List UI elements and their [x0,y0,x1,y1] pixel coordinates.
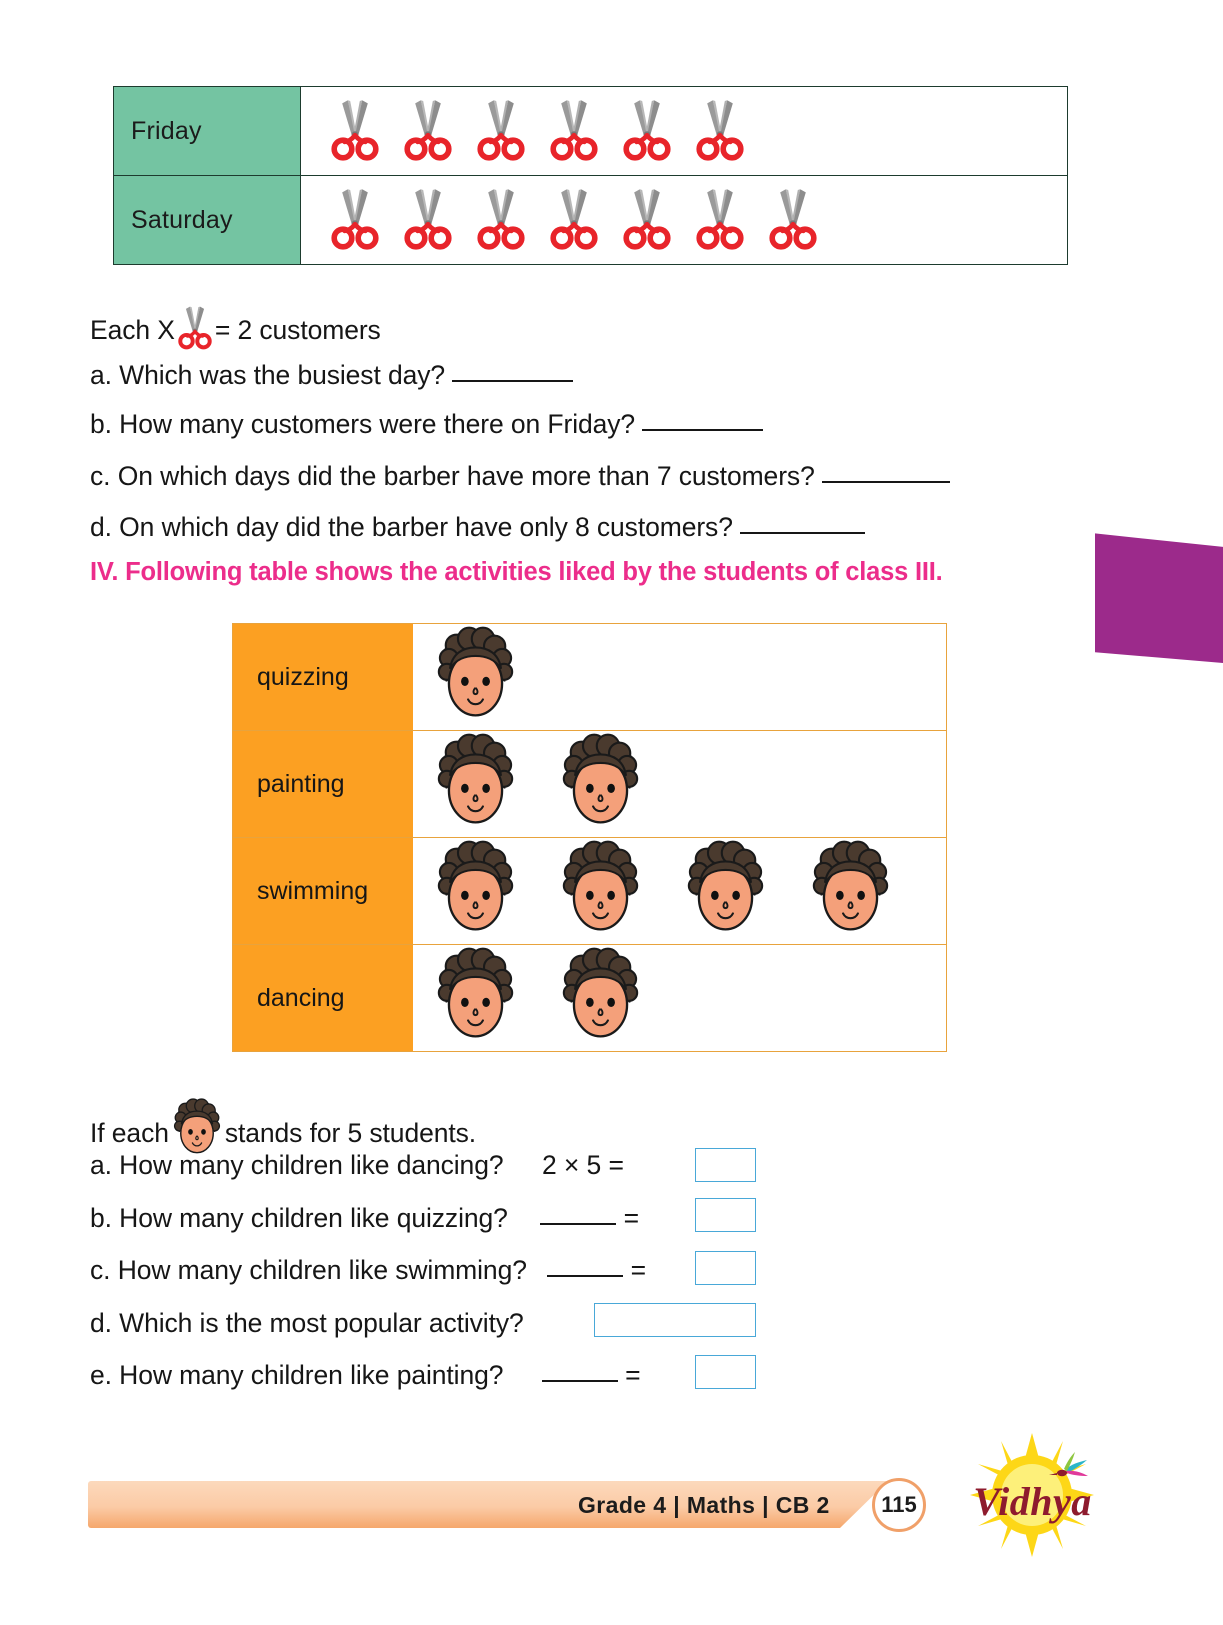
question-label: e. [90,1360,112,1390]
child-face-icon [433,733,518,836]
question-c-set2 [90,1255,646,1286]
scissors-icon [404,95,452,168]
question-label: c. [90,461,111,491]
activities-pictograph-table [232,623,947,1052]
scissors-icon [331,184,379,257]
question-label: c. [90,1255,111,1285]
legend-prefix: Each X [90,315,175,345]
activity-label-cell: painting [233,731,413,837]
day-label-cell: Saturday [114,176,301,264]
barber-customers-pictograph-table [113,86,1068,265]
scissors-icon [477,95,525,168]
question-a-set1 [90,360,573,391]
answer-blank[interactable] [740,532,865,534]
question-label: a. [90,360,112,390]
scissor-icons-cell-friday [301,87,1067,175]
table-row [233,624,946,731]
answer-box-d[interactable] [594,1303,756,1337]
equals-sign: = [623,1203,639,1233]
child-face-icon [558,840,643,943]
table-row [114,176,1067,264]
face-icons-cell-swimming [413,838,946,944]
question-text: Which was the busiest day? [119,360,446,390]
logo-wordmark: Vidhya [973,1479,1092,1524]
table-row [233,731,946,838]
scissors-icon [550,95,598,168]
question-text: How many children like painting? [119,1360,504,1390]
question-label: b. [90,409,112,439]
activity-label-cell: dancing [233,945,413,1051]
legend2-suffix: stands for 5 students. [224,1118,477,1148]
answer-box-c[interactable] [695,1251,756,1285]
question-c-set1 [90,461,950,492]
legend2-prefix: If each [90,1118,169,1148]
question-text: How many children like dancing? [119,1150,504,1180]
scissors-legend [90,303,381,358]
purple-side-tab [1095,528,1223,663]
question-text: On which days did the barber have more than 7 customers? [117,461,815,491]
page-number-badge: 115 [872,1478,926,1532]
activity-label-cell: quizzing [233,624,413,730]
equals-sign: = [625,1360,641,1390]
question-e-set2 [90,1360,641,1391]
question-expression: 2 × 5 [542,1150,602,1180]
question-a-set2 [90,1150,624,1181]
answer-box-e[interactable] [695,1355,756,1389]
question-text: How many children like quizzing? [119,1203,508,1233]
section-heading-iv: IV. Following table shows the activities liked by the students of class III. [90,558,943,586]
child-face-icon [433,626,518,729]
face-icons-cell-dancing [413,945,946,1051]
scissors-icon [404,184,452,257]
legend-suffix: = 2 customers [214,315,381,345]
scissors-icon [477,184,525,257]
scissor-icons-cell-saturday [301,176,1067,264]
question-d-set1 [90,512,865,543]
day-label-cell: Friday [114,87,301,175]
answer-blank[interactable] [452,380,573,382]
question-text: How many customers were there on Friday? [119,409,636,439]
child-face-icon [558,947,643,1050]
answer-blank[interactable] [642,429,763,431]
answer-blank[interactable] [540,1223,616,1225]
child-face-icon [558,733,643,836]
scissors-icon [178,303,212,358]
question-b-set1 [90,409,763,440]
question-b-set2 [90,1203,639,1234]
scissors-icon [696,184,744,257]
table-row [233,945,946,1051]
question-label: a. [90,1150,112,1180]
answer-blank[interactable] [542,1380,618,1382]
answer-box-b[interactable] [695,1198,756,1232]
footer-label: Grade 4 | Maths | CB 2 [578,1492,830,1518]
question-text: Which is the most popular activity? [119,1308,524,1338]
table-row [114,87,1067,176]
child-face-icon [683,840,768,943]
question-label: d. [90,512,112,542]
scissors-icon [331,95,379,168]
scissors-icon [550,184,598,257]
question-text: How many children like swimming? [117,1255,527,1285]
vidhya-logo [945,1432,1120,1562]
child-face-icon [808,840,893,943]
child-face-icon [433,840,518,943]
answer-box-a[interactable] [695,1148,756,1182]
face-icons-cell-painting [413,731,946,837]
scissors-icon [696,95,744,168]
answer-blank[interactable] [822,481,950,483]
table-row [233,838,946,945]
question-text: On which day did the barber have only 8 customers? [119,512,733,542]
activity-label-cell: swimming [233,838,413,944]
equals-sign: = [630,1255,647,1285]
equals-sign: = [608,1150,624,1180]
question-label: d. [90,1308,112,1338]
scissors-icon [623,184,671,257]
answer-blank[interactable] [547,1275,623,1277]
scissors-icon [623,95,671,168]
question-label: b. [90,1203,112,1233]
child-face-icon [433,947,518,1050]
question-d-set2 [90,1308,524,1339]
scissors-icon [769,184,817,257]
face-icons-cell-quizzing [413,624,946,730]
